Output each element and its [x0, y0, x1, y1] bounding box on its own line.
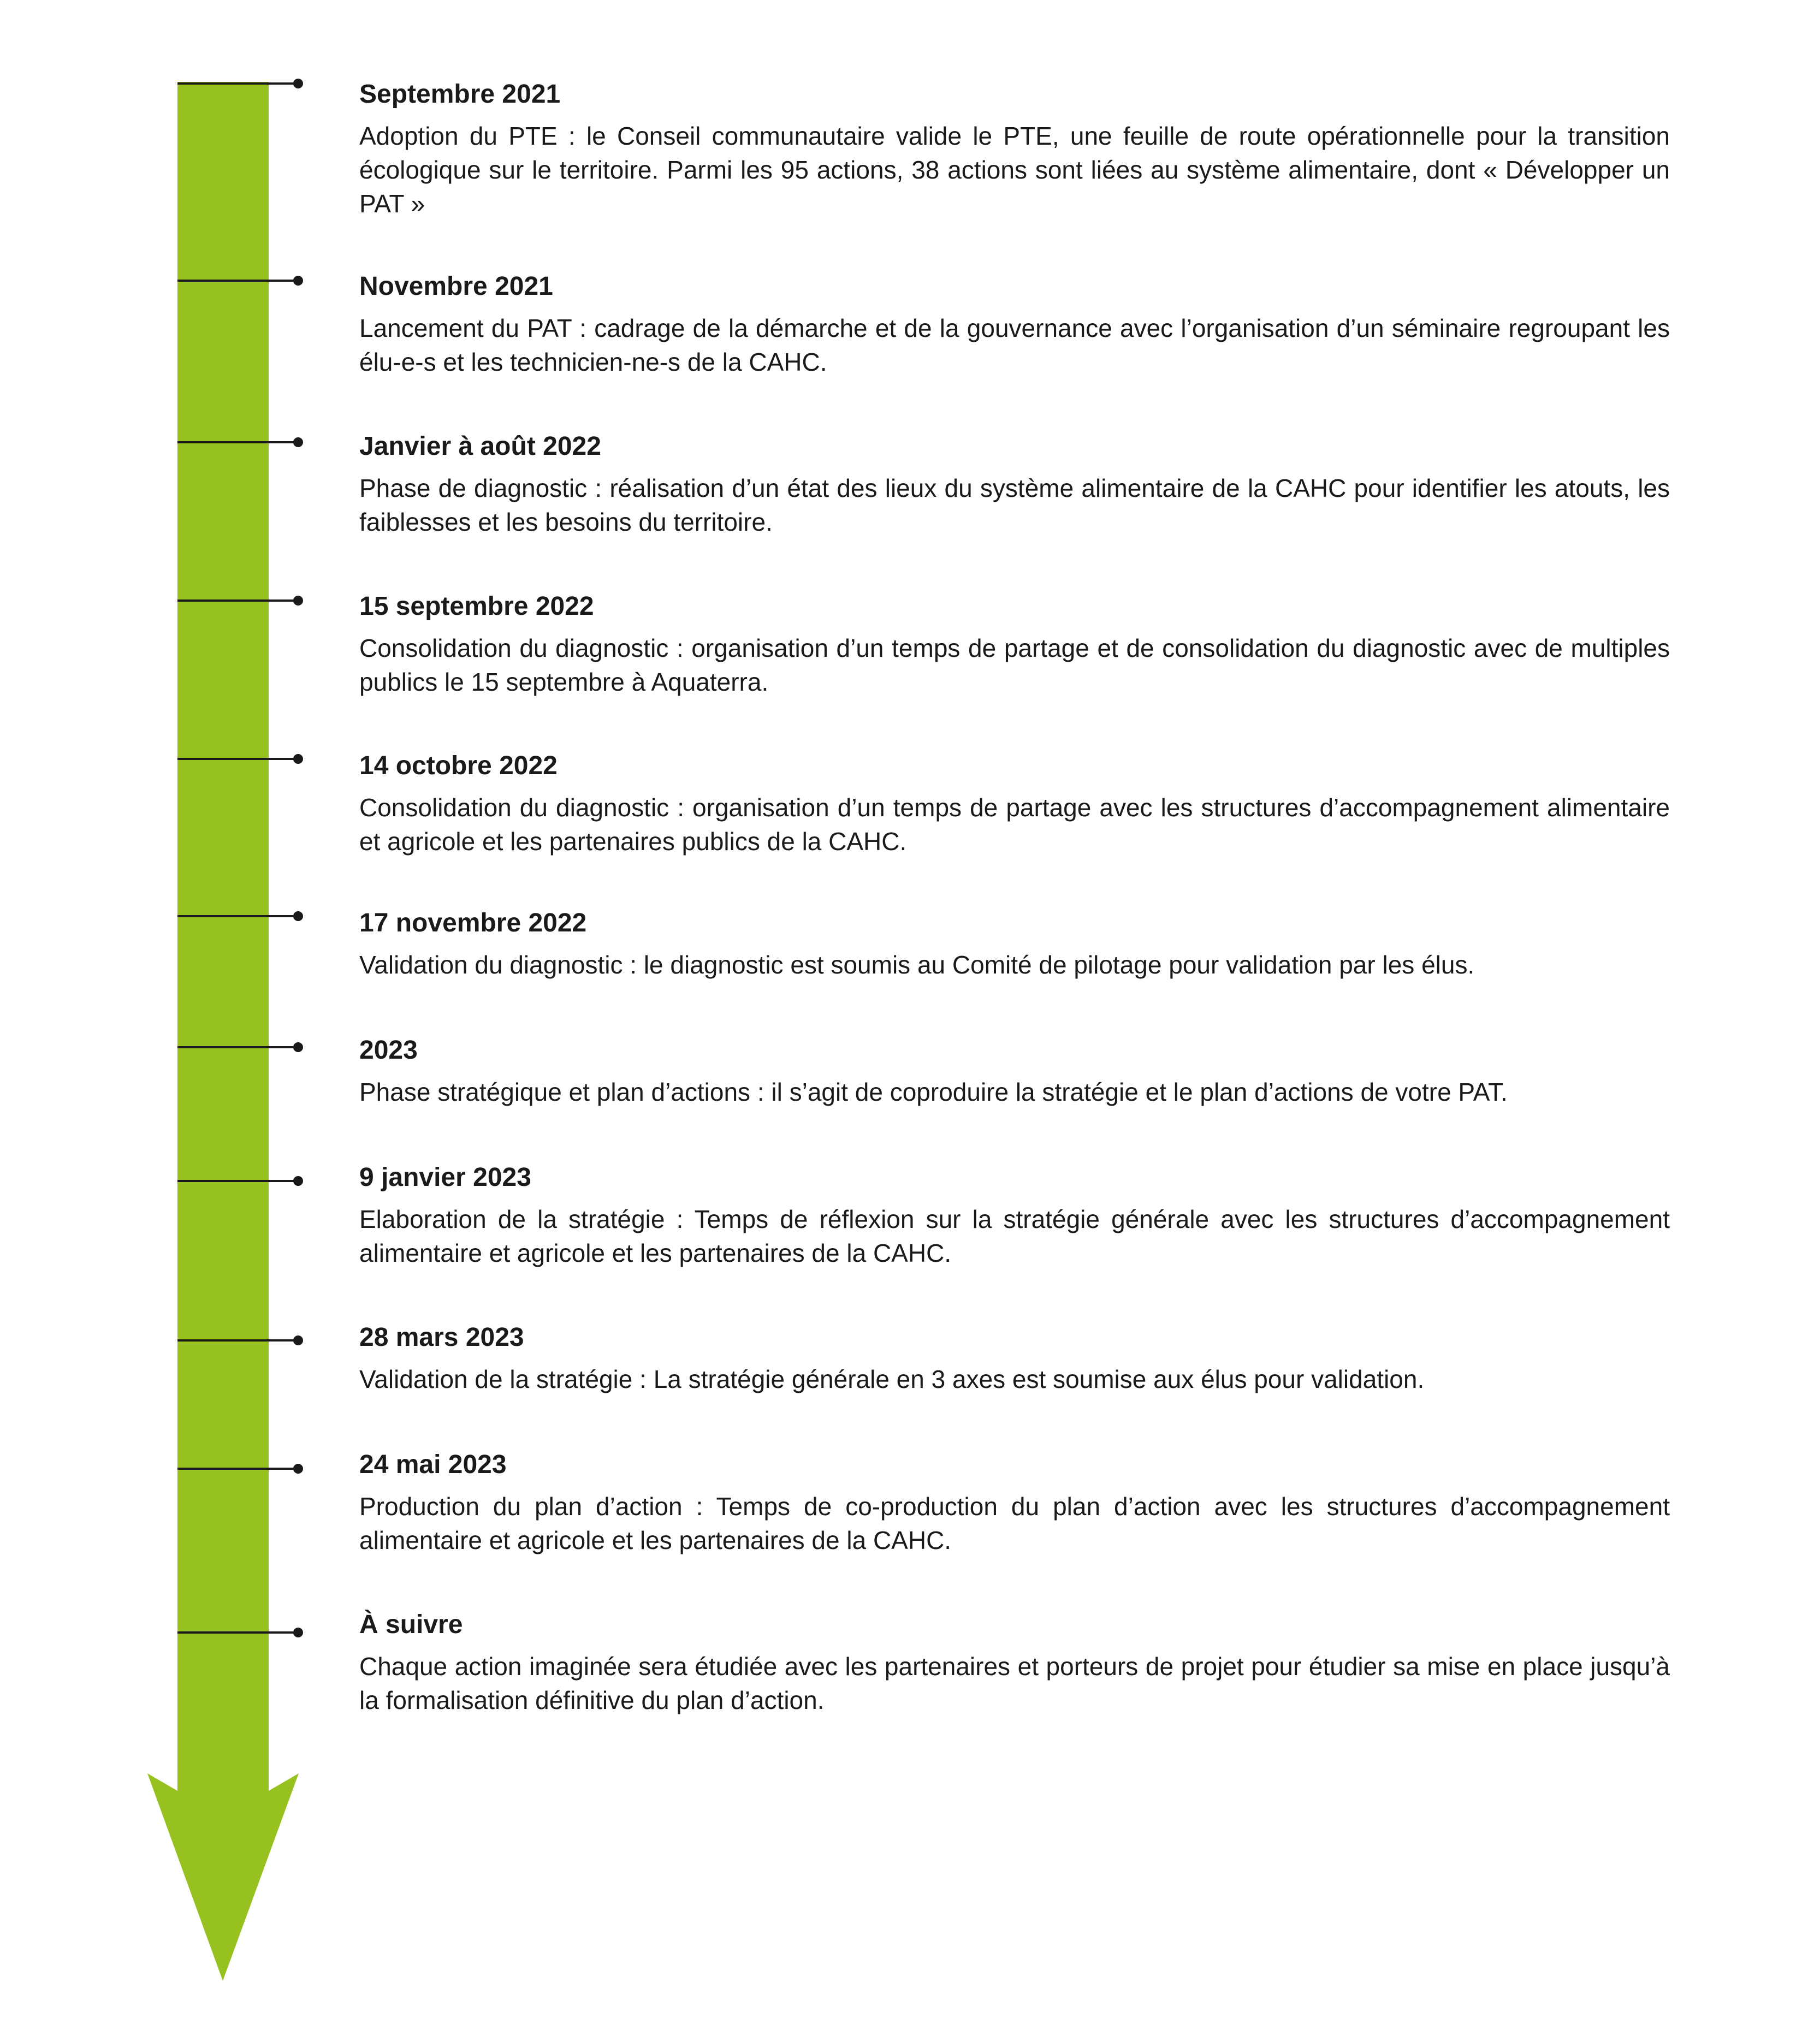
timeline-event — [359, 1608, 1670, 1717]
event-description: Validation du diagnostic : le diagnostic est soumis au Comité de pilotage pour validation par les élus. — [359, 951, 1475, 979]
event-description: Validation de la stratégie : La stratégie générale en 3 axes est soumise aux élus pour validation. — [359, 1365, 1425, 1393]
timeline-event — [359, 590, 1670, 699]
timeline-dot — [293, 1176, 303, 1186]
timeline-dot — [293, 1628, 303, 1637]
timeline-ticks — [177, 79, 303, 1637]
timeline-dot — [293, 1042, 303, 1052]
timeline-event — [359, 906, 1670, 982]
arrow-shape — [147, 82, 299, 1981]
timeline-dot — [293, 1464, 303, 1474]
event-description: Phase de diagnostic : réalisation d’un état des lieux du système alimentaire de la CAHC pour identifier les atouts, les faiblesses et les besoins du territoire. — [359, 474, 1670, 536]
timeline-event — [359, 749, 1670, 858]
timeline-dot — [293, 911, 303, 921]
event-description: Chaque action imaginée sera étudiée avec les partenaires et porteurs de projet pour étudier sa mise en place jusqu’à la formalisation définitive du plan d’action. — [359, 1652, 1670, 1714]
event-description: Consolidation du diagnostic : organisation d’un temps de partage avec les structures d’accompagnement alimentaire et agricole et les partenaires publics de la CAHC. — [359, 793, 1670, 856]
timeline-dot — [293, 437, 303, 447]
timeline-event — [359, 270, 1670, 379]
event-date: À suivre — [359, 1610, 463, 1639]
event-date: 17 novembre 2022 — [359, 909, 587, 937]
event-date: 9 janvier 2023 — [359, 1163, 531, 1192]
event-date: 2023 — [359, 1036, 418, 1065]
timeline-dot — [293, 276, 303, 286]
event-date: 15 septembre 2022 — [359, 592, 594, 621]
event-date: 28 mars 2023 — [359, 1323, 524, 1352]
event-date: Janvier à août 2022 — [359, 432, 601, 461]
event-date: Septembre 2021 — [359, 80, 561, 109]
event-description: Phase stratégique et plan d’actions : il s’agit de coproduire la stratégie et le plan d’actions de votre PAT. — [359, 1078, 1508, 1106]
timeline-event — [359, 1034, 1670, 1109]
timeline-event — [359, 430, 1670, 539]
event-description: Adoption du PTE : le Conseil communautaire valide le PTE, une feuille de route opérationnelle pour la transition écologique sur le territoire. Parmi les 95 actions, 38 actions sont liées au système alimentaire, dont « Développer un PAT » — [359, 122, 1670, 218]
timeline-event — [359, 78, 1670, 221]
timeline-dot — [293, 79, 303, 88]
event-description: Consolidation du diagnostic : organisation d’un temps de partage et de consolidation du diagnostic avec de multiples publics le 15 septembre à Aquaterra. — [359, 634, 1670, 696]
timeline-dot — [293, 754, 303, 764]
timeline-dot — [293, 596, 303, 606]
event-description: Lancement du PAT : cadrage de la démarche et de la gouvernance avec l’organisation d’un séminaire regroupant les élu-e-s et les technicien-ne-s de la CAHC. — [359, 314, 1670, 376]
event-date: 24 mai 2023 — [359, 1450, 507, 1479]
event-description: Elaboration de la stratégie : Temps de réflexion sur la stratégie générale avec les structures d’accompagnement alimentaire et agricole et les partenaires de la CAHC. — [359, 1205, 1670, 1267]
event-date: 14 octobre 2022 — [359, 751, 558, 780]
timeline-event — [359, 1321, 1670, 1396]
timeline-event — [359, 1161, 1670, 1270]
timeline-dot — [293, 1335, 303, 1345]
event-date: Novembre 2021 — [359, 272, 553, 301]
event-description: Production du plan d’action : Temps de co-production du plan d’action avec les structures d’accompagnement alimentaire et agricole et les partenaires de la CAHC. — [359, 1492, 1670, 1554]
timeline-event — [359, 1448, 1670, 1557]
